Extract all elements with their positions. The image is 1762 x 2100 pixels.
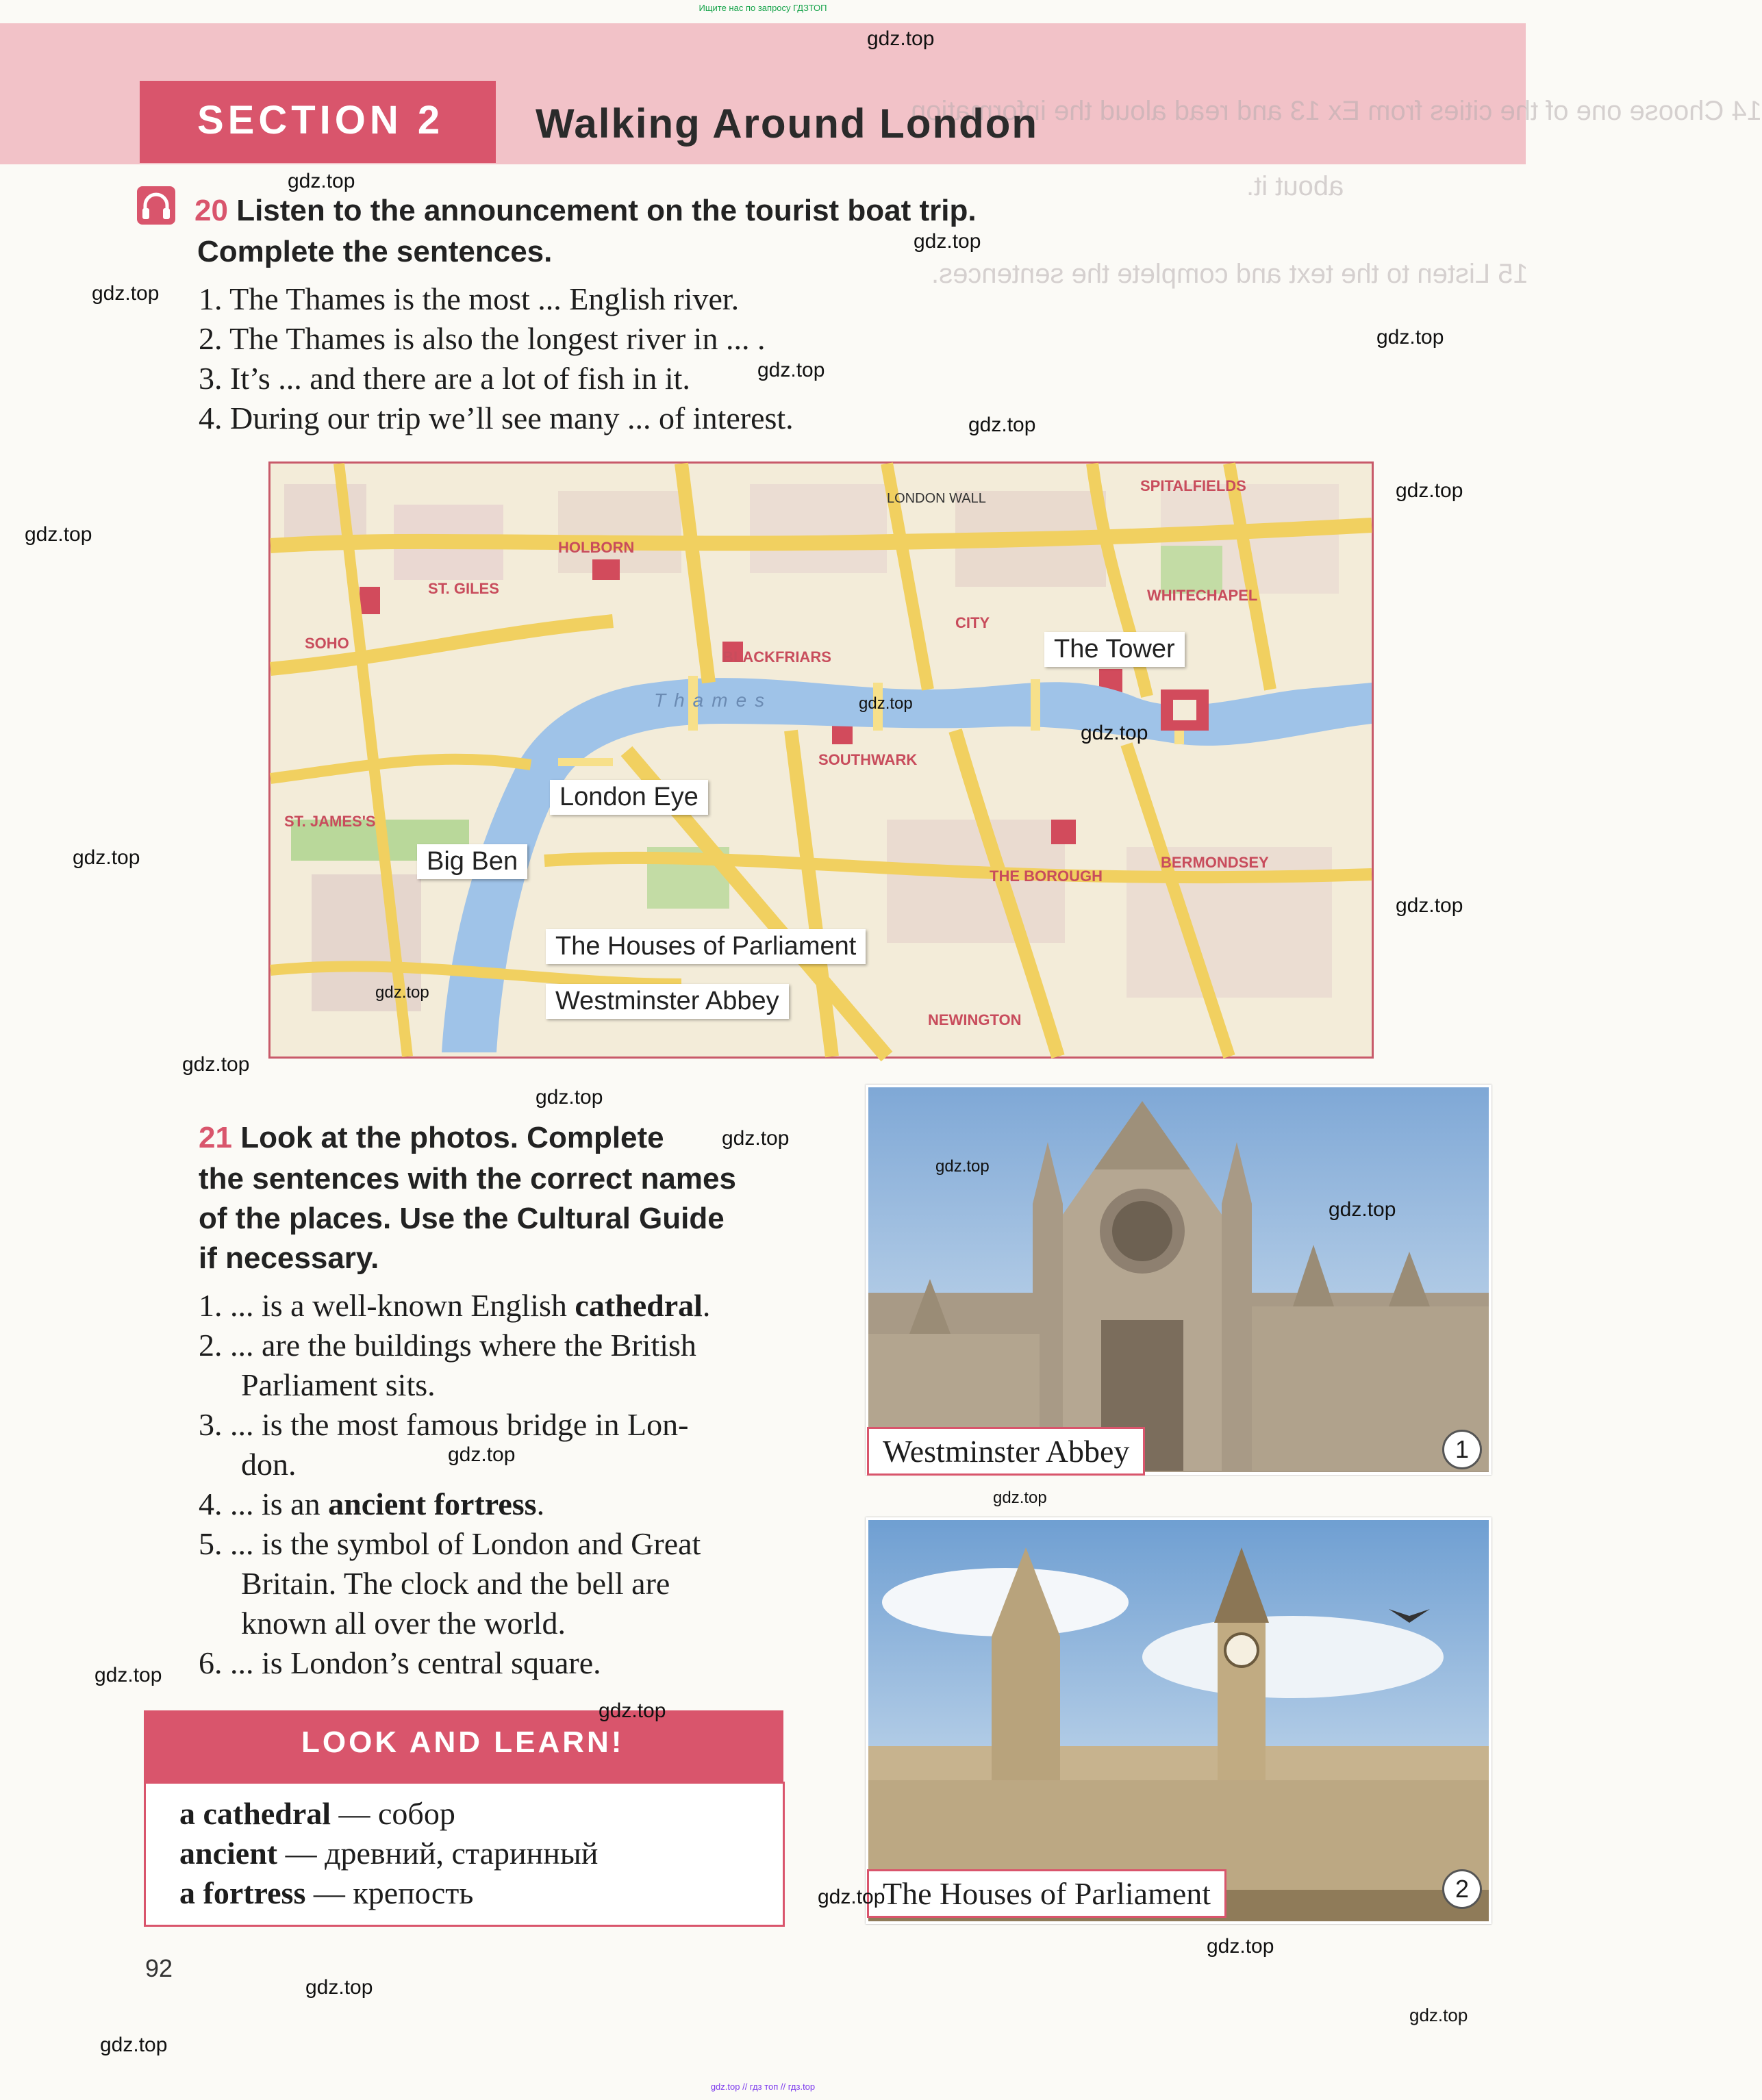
ex21-instruction-3: of the places. Use the Cultural Guide — [199, 1202, 725, 1235]
watermark: gdz.top — [73, 846, 140, 869]
ghost-line-3: 15 Listen to the text and complete the sentences. — [931, 259, 1528, 289]
ex21-item-2: 2. ... are the buildings where the British — [199, 1328, 696, 1363]
bottom-note: gdz.top // гдз топ // гдз.top — [710, 2082, 816, 2092]
ex21-instruction-1 — [199, 1117, 664, 1159]
ex20-item-1: 1. The Thames is the most ... English river. — [199, 281, 740, 316]
ex21-instruction-2: the sentences with the correct names — [199, 1162, 736, 1196]
ex21-item-4 — [199, 1484, 544, 1524]
watermark: gdz.top — [1396, 479, 1463, 502]
ex21-item-5-cont-1: Britain. The clock and the bell are — [241, 1566, 670, 1601]
watermark: gdz.top — [968, 414, 1036, 436]
watermark: gdz.top — [599, 1699, 666, 1722]
london-map — [268, 461, 1374, 1059]
photo-houses-of-parliament — [866, 1517, 1492, 1924]
map-area-st-giles: ST. GILES — [428, 580, 499, 597]
ex20-instruction-text: Listen to the announcement on the tourist boat trip. — [236, 194, 977, 227]
watermark: gdz.top — [993, 1489, 1047, 1507]
map-area-whitechapel: WHITECHAPEL — [1147, 587, 1258, 604]
ex21-item-5-cont-2: known all over the world. — [241, 1606, 566, 1641]
watermark: gdz.top — [757, 359, 825, 381]
ex21-item-6: 6. ... is London’s central square. — [199, 1645, 601, 1680]
ex21-number: 21 — [199, 1121, 232, 1154]
watermark: gdz.top — [100, 2034, 168, 2056]
section-label: SECTION 2 — [197, 98, 444, 142]
section-title: Walking Around London — [536, 101, 1039, 147]
watermark: gdz.top — [1207, 1935, 1274, 1958]
map-label-tower: The Tower — [1044, 632, 1185, 667]
photo-1-number: 1 — [1442, 1430, 1482, 1469]
vocab-word-3: a fortress — [179, 1875, 306, 1910]
map-area-bermondsey: BERMONDSEY — [1161, 854, 1269, 871]
watermark: gdz.top — [288, 170, 355, 192]
map-area-southwark: SOUTHWARK — [818, 751, 918, 768]
ex20-item-4: 4. During our trip we’ll see many ... of interest. — [199, 401, 794, 435]
map-river-label: Thames — [654, 690, 773, 711]
ex21-item-2-cont: Parliament sits. — [241, 1367, 436, 1402]
watermark: gdz.top — [1329, 1198, 1396, 1221]
ex21-item-5: 5. ... is the symbol of London and Great — [199, 1526, 701, 1561]
photo-2-number: 2 — [1442, 1869, 1482, 1909]
map-area-holborn: HOLBORN — [558, 539, 635, 556]
photo-2-caption: The Houses of Parliament — [867, 1869, 1226, 1918]
watermark: gdz.top — [1081, 722, 1148, 744]
watermark: gdz.top — [1409, 2005, 1468, 2025]
map-label-big-ben: Big Ben — [417, 844, 527, 879]
map-label-london-eye: London Eye — [550, 780, 708, 815]
watermark: gdz.top — [859, 694, 913, 713]
ghost-line-2: about it. — [1246, 171, 1344, 201]
map-area-soho: SOHO — [305, 635, 349, 652]
watermark: gdz.top — [867, 27, 935, 50]
map-area-london-wall: LONDON WALL — [887, 491, 986, 506]
ex21-item-1-end: . — [702, 1288, 711, 1323]
headphones-icon — [137, 186, 175, 225]
watermark: gdz.top — [95, 1664, 162, 1686]
ex21-instruction-4: if necessary. — [199, 1241, 379, 1275]
ex20-instruction-2: Complete the sentences. — [197, 235, 553, 268]
map-area-spitalfields: SPITALFIELDS — [1140, 477, 1246, 494]
parliament-illustration — [868, 1520, 1489, 1921]
map-area-st-james: ST. JAMES'S — [284, 813, 376, 830]
watermark: gdz.top — [305, 1976, 373, 1999]
watermark: gdz.top — [1376, 326, 1444, 349]
watermark: gdz.top — [818, 1886, 885, 1908]
page-number: 92 — [145, 1954, 173, 1982]
ex21-item-4-keyword: ancient fortress — [328, 1487, 537, 1521]
vocab-translation-1: — собор — [331, 1796, 455, 1831]
vocab-entry-1 — [179, 1794, 455, 1834]
ex20-item-3: 3. It’s ... and there are a lot of fish in it. — [199, 361, 690, 396]
watermark: gdz.top — [722, 1127, 790, 1150]
ex20-item-2: 2. The Thames is also the longest river in ... . — [199, 321, 766, 356]
watermark: gdz.top — [914, 230, 981, 253]
watermark: gdz.top — [448, 1443, 516, 1466]
photo-1-caption: Westminster Abbey — [867, 1427, 1145, 1476]
vocab-translation-2: — древний, старинный — [277, 1836, 599, 1871]
vocab-entry-3 — [179, 1873, 473, 1913]
map-label-parliament: The Houses of Parliament — [546, 929, 866, 964]
watermark: gdz.top — [182, 1053, 250, 1076]
ex21-item-4-end: . — [536, 1487, 545, 1521]
ex21-item-3: 3. ... is the most famous bridge in Lon- — [199, 1407, 689, 1442]
map-area-blackfriars: BLACKFRIARS — [722, 648, 831, 666]
watermark: gdz.top — [935, 1157, 990, 1176]
photo-westminster-abbey — [866, 1085, 1492, 1475]
watermark: gdz.top — [375, 983, 429, 1002]
map-area-newington: NEWINGTON — [928, 1011, 1022, 1028]
ex21-item-1 — [199, 1286, 710, 1326]
vocab-word-2: ancient — [179, 1836, 278, 1871]
watermark: gdz.top — [92, 282, 160, 305]
top-note: Ищите нас по запросу ГДЗТОП — [698, 3, 827, 13]
watermark: gdz.top — [25, 523, 92, 546]
abbey-illustration — [868, 1087, 1489, 1472]
map-area-the-borough: THE BOROUGH — [990, 868, 1103, 885]
ex21-item-1-start: 1. ... is a well-known English — [199, 1288, 575, 1323]
watermark: gdz.top — [1396, 894, 1463, 917]
map-label-abbey: Westminster Abbey — [546, 984, 789, 1019]
look-and-learn-title: LOOK AND LEARN! — [301, 1725, 625, 1759]
vocab-translation-3: — крепость — [305, 1875, 474, 1910]
ex20-number: 20 — [194, 194, 228, 227]
ex21-item-1-keyword: cathedral — [575, 1288, 703, 1323]
watermark: gdz.top — [536, 1086, 603, 1109]
vocab-word-1: a cathedral — [179, 1796, 331, 1831]
vocab-entry-2 — [179, 1834, 598, 1873]
ex21-item-3-cont: don. — [241, 1447, 297, 1482]
ex21-instruction-text: Look at the photos. Complete — [240, 1121, 664, 1154]
ex20-instruction-1 — [194, 190, 977, 231]
map-area-city: CITY — [955, 614, 990, 631]
ex21-item-4-start: 4. ... is an — [199, 1487, 329, 1521]
ghost-line-1: 14 Choose one of the cities from Ex 13 and read aloud the information — [911, 96, 1762, 126]
